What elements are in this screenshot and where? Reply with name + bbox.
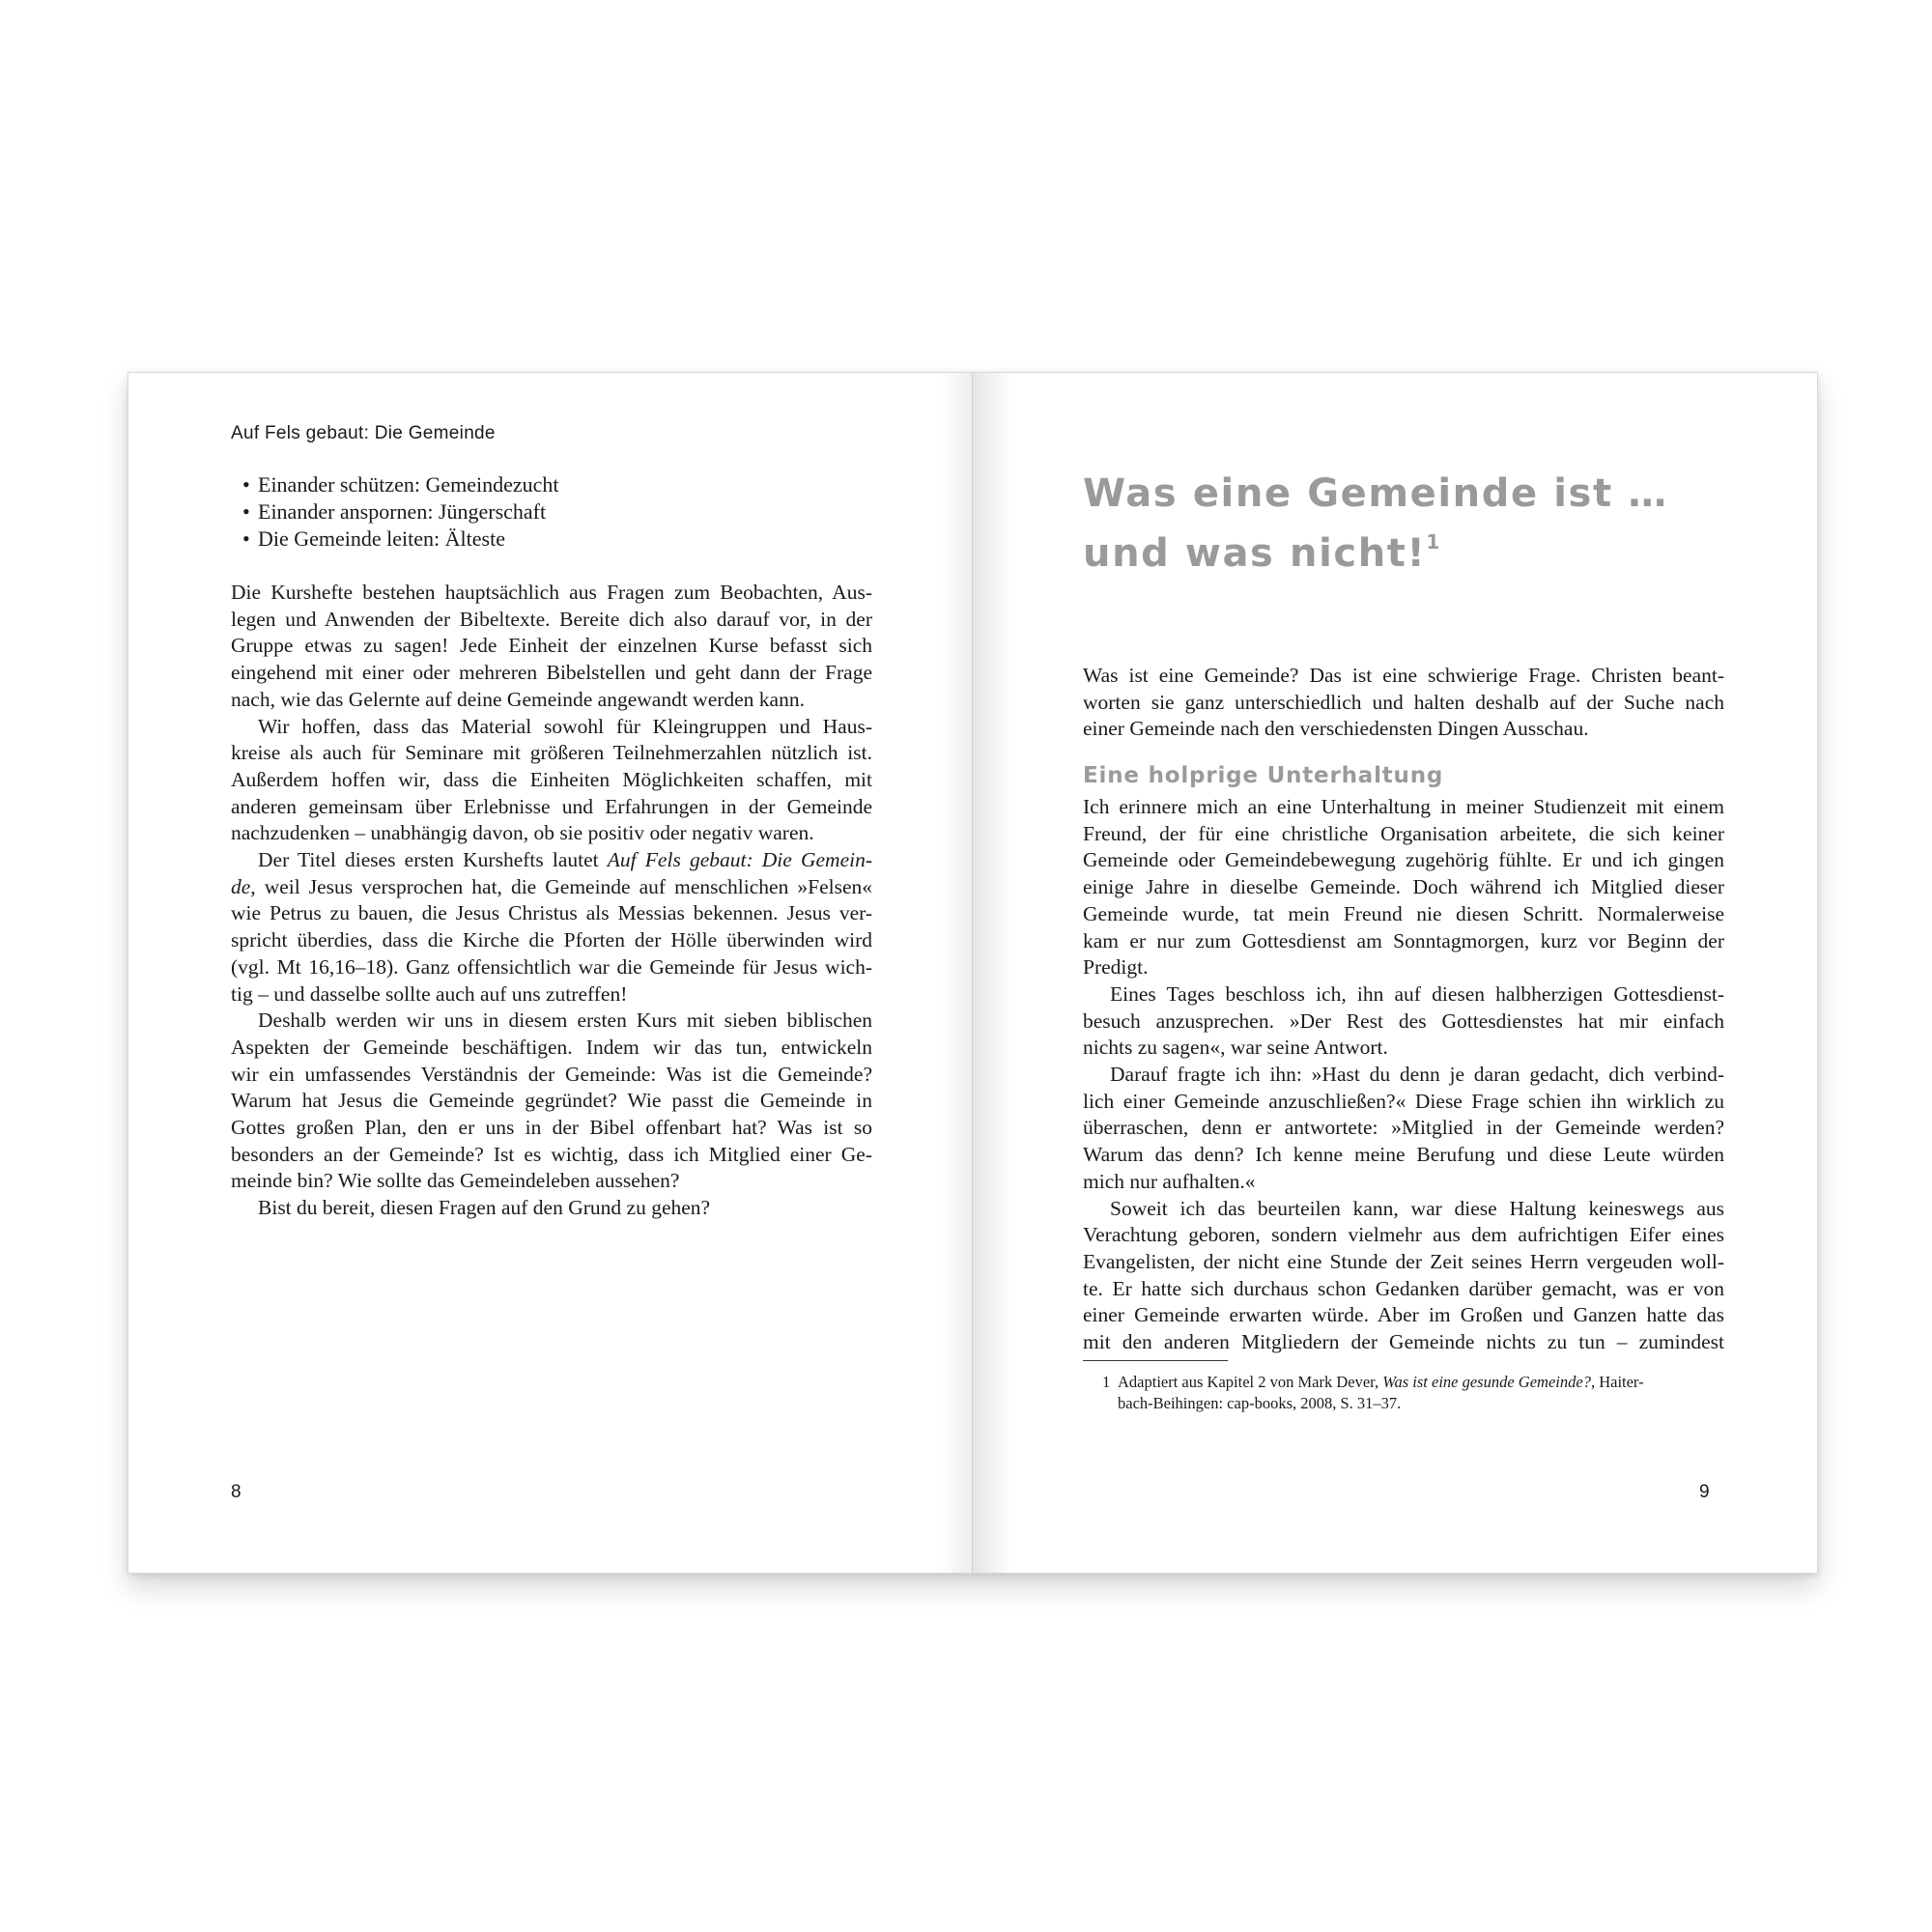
left-body [231,580,872,1222]
right-page [973,373,1817,1573]
paragraph: Darauf fragte ich ihn: »Hast du denn je daran gedacht, dich verbind- lich einer Gemeinde anzuschließen?« Diese Frage schien ihn wirklich zu überraschen, denn er antwortete: »Mitglied in der Gemeinde werden? Warum das denn? Ich kenne meine Berufung und diese Leute würden mich nur aufhalten.« [1083,1063,1724,1193]
intro-paragraph: Was ist eine Gemeinde? Das ist eine schwierige Frage. Christen beant- worten sie ganz unterschiedlich und halten deshalb auf der Suche nach einer Gemeinde nach den verschiedensten Dingen Ausschau. [1083,664,1724,741]
paragraph: Ich erinnere mich an eine Unterhaltung in meiner Studienzeit mit einem Freund, der für eine christliche Organisation arbeitete, die sich keiner Gemeinde oder Gemeindebewegung zugehörig fühlte. Er und ich gingen einige Jahre in dieselbe Gemeinde. Doch während ich Mitglied dieser Gemeinde wurde, tat mein Freund nie diesen Schritt. Normalerweise kam er nur zum Gottesdienst am Sonntagmorgen, kurz vor Beginn der Predigt. [1083,795,1724,980]
page-number: 8 [231,1482,242,1502]
paragraph: Deshalb werden wir uns in diesem ersten Kurs mit sieben biblischen Aspekten der Gemeinde beschäftigen. Indem wir das tun, entwickeln wir ein umfassendes Verständnis der Gemeinde: Was ist die Gemeinde? Warum hat Jesus die Gemeinde gegründet? Wie passt die Gemeinde in Gottes großen Plan, den er uns in der Bibel offenbart hat? Was ist so besonders an der Gemeinde? Ist es wichtig, dass ich Mitglied einer Ge- meinde bin? Wie sollte das Gemeindeleben aussehen? [231,1009,872,1193]
running-head: Auf Fels gebaut: Die Gemeinde [231,423,496,443]
section-heading: Eine holprige Unterhaltung [1083,763,1444,788]
paragraph: Die Kurshefte bestehen hauptsächlich aus Fragen zum Beobachten, Aus- legen und Anwenden der Bibeltexte. Bereite dich also darauf vor, in der Gruppe etwas zu sagen! Jede Einheit der einzelnen Kurse befasst sich eingehend mit einer oder mehreren Bibelstellen und geht dann der Frage nach, wie das Gelernte auf deine Gemeinde angewandt werden kann. [231,581,872,711]
paragraph: Soweit ich das beurteilen kann, war diese Haltung keineswegs aus Verachtung geboren, sondern vielmehr aus dem aufrichtigen Eifer eines Evangelisten, der nicht eine Stunde der Zeit seines Herrn vergeuden woll- te. Er hatte sich durchaus schon Gedanken darüber gemacht, was er von einer Gemeinde erwarten würde. Aber im Großen und Ganzen hatte das mit den anderen Mitgliedern der Gemeinde nichts zu tun – zumindest [1083,1196,1724,1354]
list-item: • Einander schützen: Gemeindezucht [242,472,559,497]
book-title: Auf Fels gebaut: Die Gemein- [607,848,872,872]
footnote-ref: 1 [1426,530,1440,554]
left-page [128,373,973,1573]
paragraph: Wir hoffen, dass das Material sowohl für Kleingruppen und Haus- kreise als auch für Seminare mit größeren Teilnehmerzahlen nützlich ist. Außerdem hoffen wir, dass die Einheiten Möglichkeiten schaffen, mit anderen gemeinsam über Erlebnisse und Erfahrungen in der Gemeinde nachzudenken – unabhängig davon, ob sie positiv oder negativ waren. [231,714,872,845]
gutter-shadow [940,373,973,1573]
page-number: 9 [1699,1482,1710,1502]
bullet-list [242,471,559,553]
list-item: • Die Gemeinde leiten: Älteste [242,526,505,551]
chapter-title: Was eine Gemeinde ist … und was nicht!$^1$ [1083,471,1668,576]
bullet-icon: • [242,526,250,551]
paragraph: Eines Tages beschloss ich, ihn auf diesen halbherzigen Gottesdienst- besuch anzusprechen. »Der Rest des Gottesdienstes hat mir einfach nichts zu sagen«, war seine Antwort. [1083,981,1724,1060]
cited-title: Was ist eine gesunde Gemeinde? [1382,1373,1591,1391]
gutter-shadow [973,373,1011,1573]
footnote-number: 1 [1102,1373,1111,1391]
book-spread [128,372,1818,1574]
bullet-icon: • [242,472,250,497]
list-item: • Einander anspornen: Jüngerschaft [242,499,547,524]
bullet-icon: • [242,499,250,524]
footnote-rule [1083,1360,1228,1361]
footnote: 1 Adaptiert aus Kapitel 2 von Mark Dever, Was ist eine gesunde Gemeinde?, Haiter- bach-Beihingen: cap-books, 2008, S. 31–37. [1102,1373,1644,1412]
paragraph: Bist du bereit, diesen Fragen auf den Grund zu gehen? [258,1196,711,1220]
paragraph: Der Titel dieses ersten Kurshefts lautet Auf Fels gebaut: Die Gemein- de, weil Jesus versprochen hat, die Gemeinde auf menschlichen »Felsen« wie Petrus zu bauen, die Jesus Christus als Messias bekennen. Jesus ver- spricht überdies, dass die Kirche die Pforten der Hölle überwinden wird (vgl. Mt 16,16–18). Ganz offensichtlich war die Gemeinde für Jesus wich- tig – und dasselbe sollte auch auf uns zutreffen! [231,848,872,1006]
right-body [1083,794,1724,1356]
